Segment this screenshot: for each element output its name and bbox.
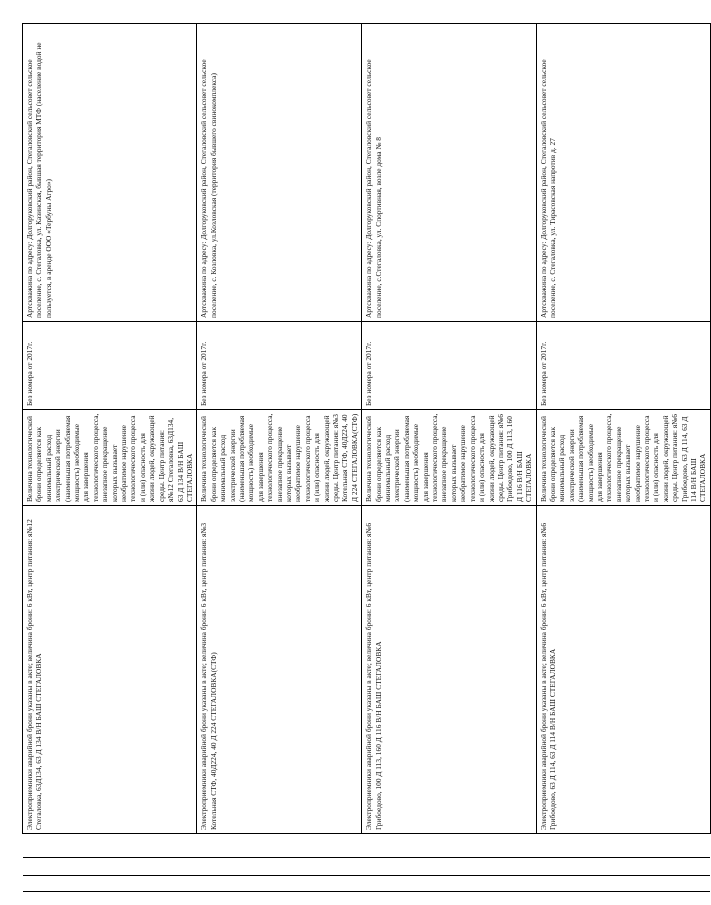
- empty-cell: [362, 834, 536, 858]
- tech-cell: Величина технологической брони определяется как минимальный расход электрической энергии (наименьшая потребляемая мощность) необходимые для завершения технологического процесса, внезапное прекращение которых вызывает необратимое нарушение технологического процесса и (или) опасность для жизни людей, окружающей среды. Центр питания: я№6 Грибоедово, 63 Д 114, 63 Д 114 В/Н БАШ СТЕГАЛОВКА: [536, 410, 710, 506]
- table-row: [536, 24, 710, 892]
- emergency-cell: Электроприемники аварийной брони указаны в акте; величина брони: 6 кВт, центр питания: я№12 Стегаловка, 63Д134, 63 Д 134 В/Н БАШ СТЕГАЛОВКА: [23, 506, 197, 834]
- empty-cell: [197, 834, 362, 858]
- emergency-cell: Электроприемники аварийной брони указаны в акте; величина брони: 6 кВт, центр питания: я№6 Грибоедово, 63 Д 114, 63 Д 114 В/Н БАШ СТЕГАЛОВКА: [536, 506, 710, 834]
- empty-cell: [536, 876, 710, 892]
- address-cell: Артскважина по адресу: Долгоруковский район, Стегаловский сельсовет сельское поселение, с.Стегаловка, ул. Спортивная, возле дома № 8: [362, 24, 536, 322]
- empty-cell: [23, 858, 197, 876]
- number-cell: Без номера от 2017г.: [536, 322, 710, 410]
- number-cell: Без номера от 2017г.: [362, 322, 536, 410]
- empty-cell: [197, 876, 362, 892]
- empty-cell: [536, 834, 710, 858]
- empty-cell: [23, 834, 197, 858]
- emergency-cell: Электроприемники аварийной брони указаны в акте; величина брони: 6 кВт, центр питания: я№6 Грибоедово, 100 Д 113, 160 Д 116 В/Н БАШ СТЕГАЛОВКА: [362, 506, 536, 834]
- number-cell: Без номера от 2017г.: [23, 322, 197, 410]
- empty-cell: [23, 876, 197, 892]
- tech-cell: Величина технологической брони определяется как минимальный расход электрической энергии (наименьшая потребляемая мощность) необходимые для завершения технологического процесса, внезапное прекращение которых вызывает необратимое нарушение технологического процесса и (или) опасность для жизни людей, окружающей среды. Центр питания: я№3 Котельная СТФ, 40Д224, 40 Д 224 СТЕГАЛОВКА(СТФ): [197, 410, 362, 506]
- empty-cell: [536, 858, 710, 876]
- rotated-page: [22, 24, 708, 892]
- address-cell: Артскважина по адресу: Долгоруковский район, Стегаловский сельсовет сельское поселение, с. Козловка, ул.Козловская (территория бывшего свинокомплекса): [197, 24, 362, 322]
- table-row: [197, 24, 362, 892]
- table-row: [362, 24, 536, 892]
- empty-cell: [362, 858, 536, 876]
- reservation-table: [22, 23, 711, 892]
- number-cell: Без номера от 2017г.: [197, 322, 362, 410]
- table-row: [23, 24, 197, 892]
- tech-cell: Величина технологической брони определяется как минимальный расход электрической энергии (наименьшая потребляемая мощность) необходимые для завершения технологического процесса, внезапное прекращение которых вызывает необратимое нарушение технологического процесса и (или) опасность для жизни людей, окружающей среды. Центр питания: я№12 Стегаловка, 63Д134, 63 Д 134 В/Н БАШ СТЕГАЛОВКА: [23, 410, 197, 506]
- emergency-cell: Электроприемники аварийной брони указаны в акте; величина брони: 6 кВт, центр питания: я№3 Котельная СТФ, 40Д224, 40 Д 224 СТЕГАЛОВКА(СТФ): [197, 506, 362, 834]
- empty-cell: [362, 876, 536, 892]
- tech-cell: Величина технологической брони определяется как минимальный расход электрической энергии (наименьшая потребляемая мощность) необходимые для завершения технологического процесса, внезапное прекращение которых вызывает необратимое нарушение технологического процесса и (или) опасность для жизни людей, окружающей среды. Центр питания: я№6 Грибоедово, 100 Д 113, 160 Д 116 В/Н БАШ СТЕГАЛОВКА: [362, 410, 536, 506]
- address-cell: Артскважина по адресу: Долгоруковский район, Стегаловский сельсовет сельское поселение, с. Стегаловка, ул. Тирасовская напротив д. 27: [536, 24, 710, 322]
- empty-cell: [197, 858, 362, 876]
- address-cell: Артскважина по адресу: Долгоруковский район, Стегаловский сельсовет сельское поселение, с. Стегаловка, ул. Казинская, бывшая территория МТФ (население водой не пользуется, в аренде ООО «Тербуны Агро»): [23, 24, 197, 322]
